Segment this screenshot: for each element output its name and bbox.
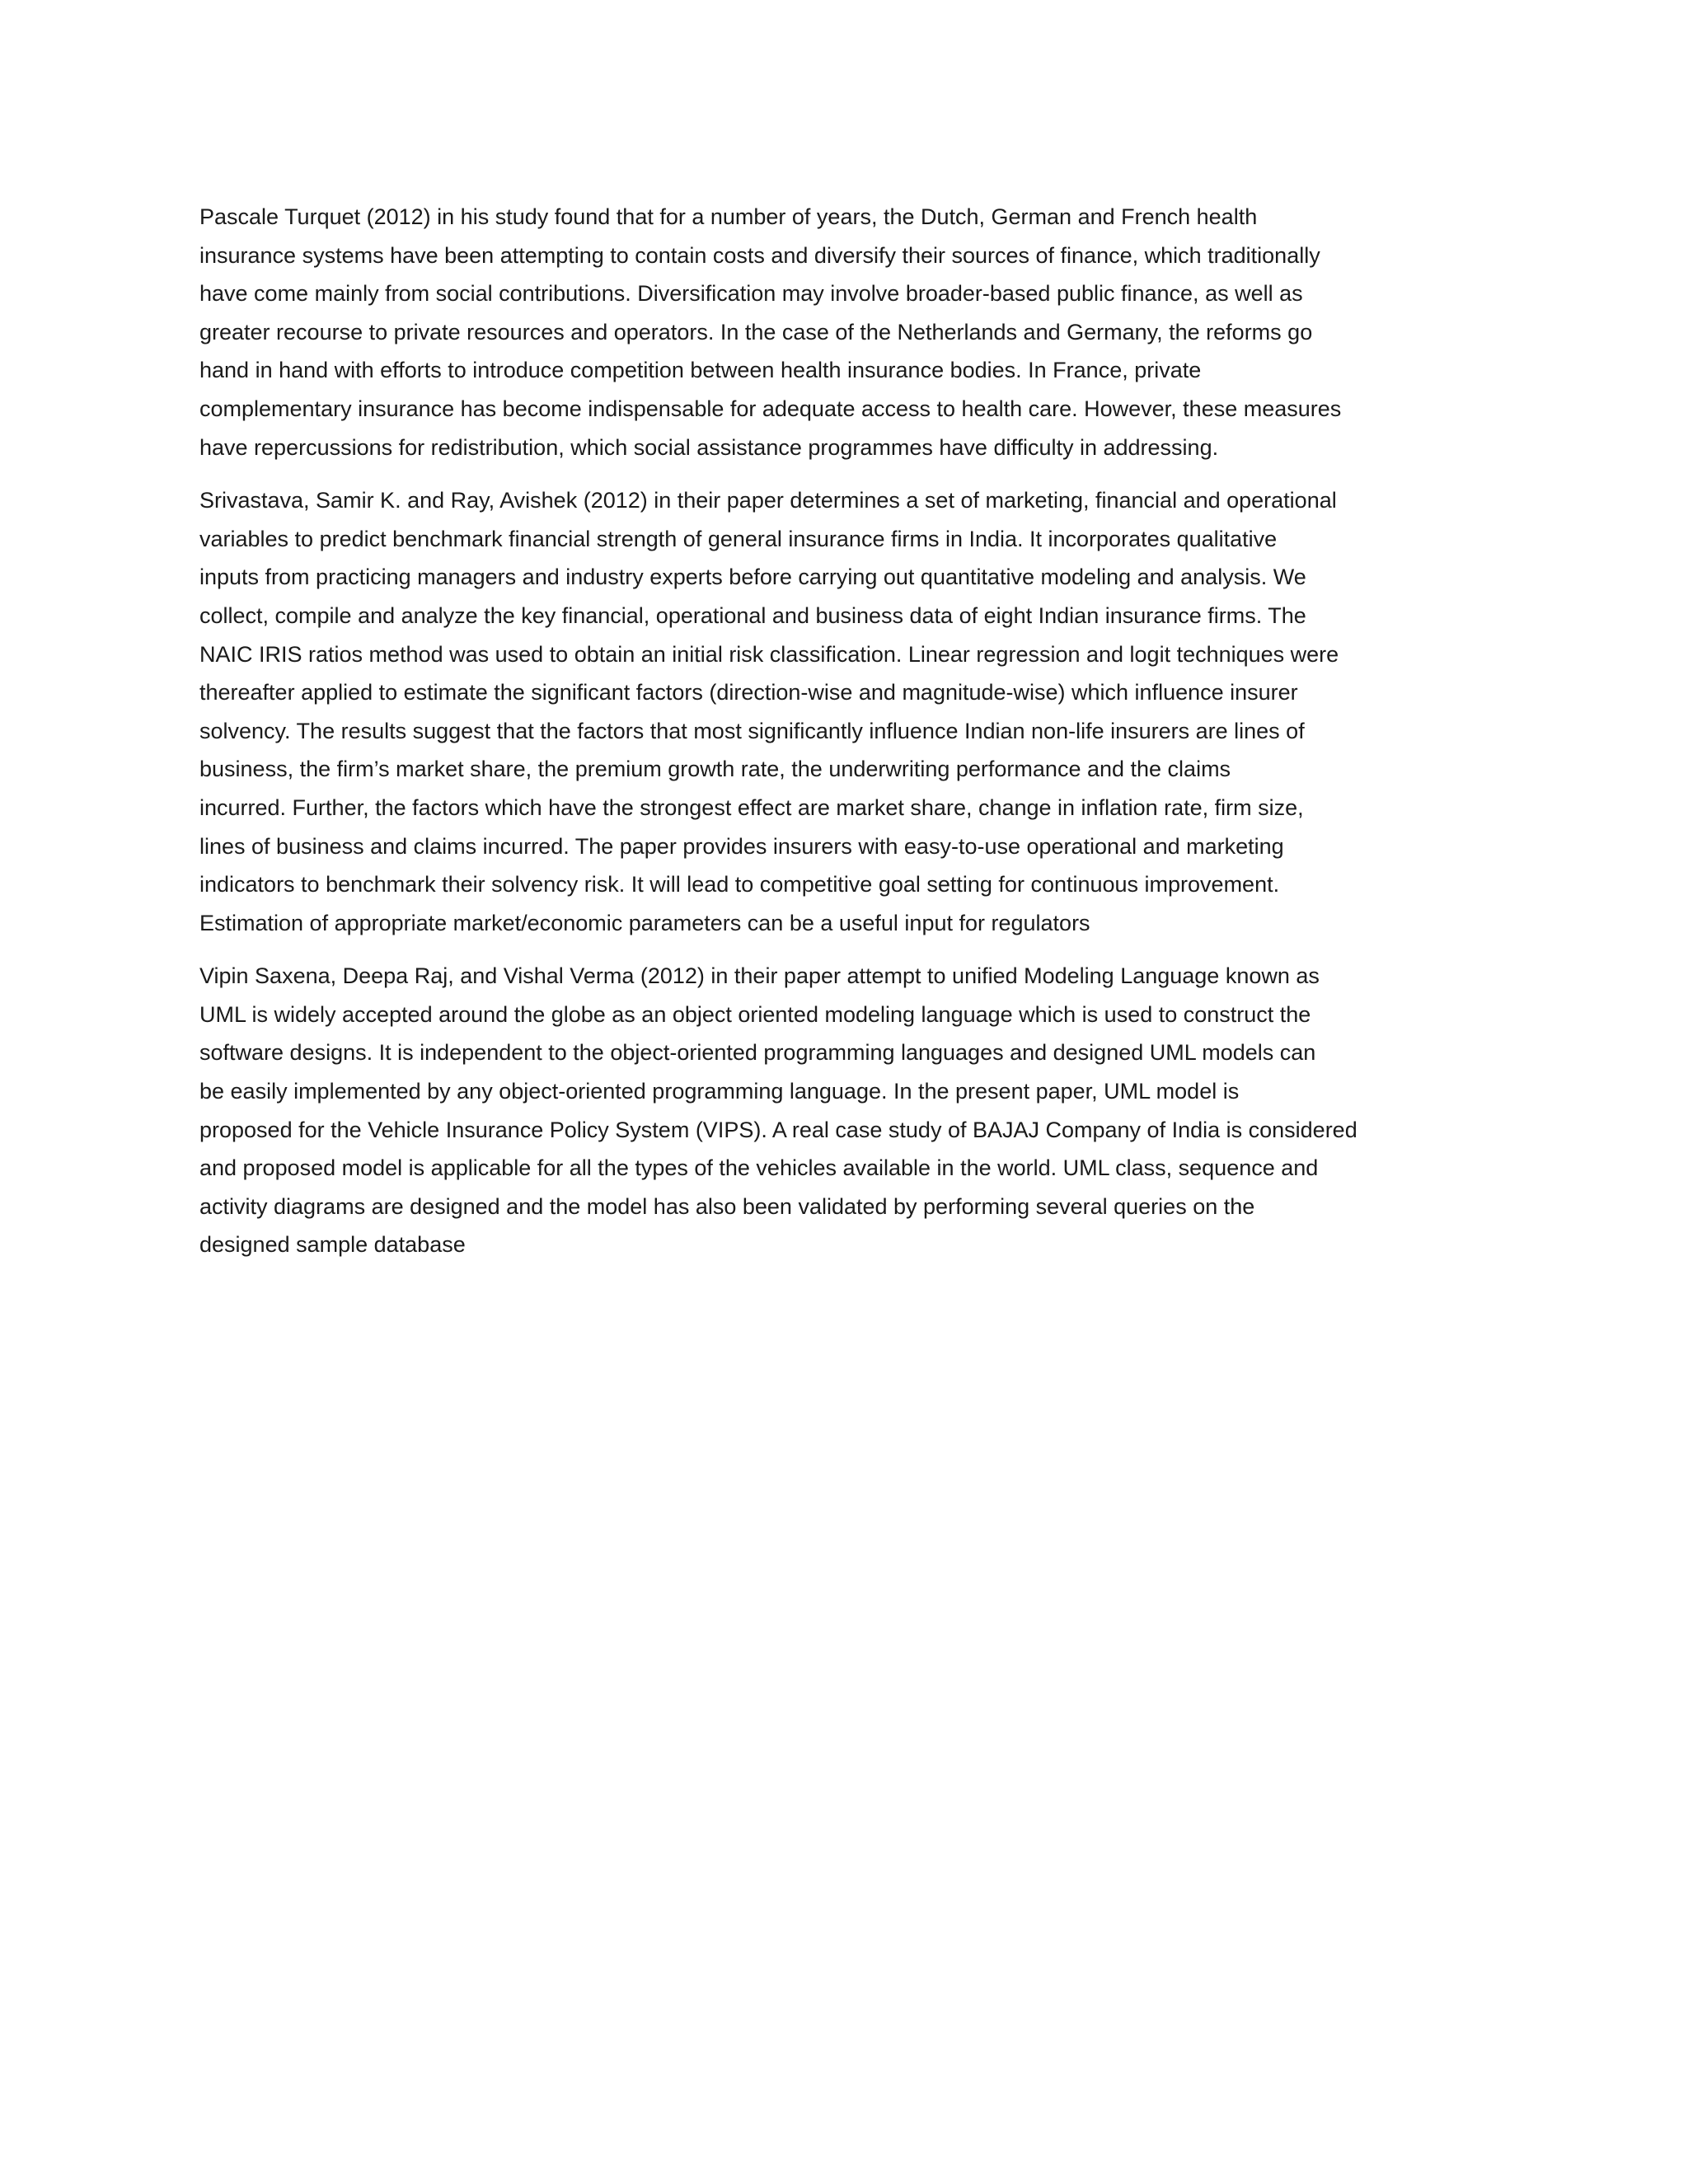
text-line: activity diagrams are designed and the model has also been validated by performing several queries on the (199, 1193, 1255, 1219)
text-line: indicators to benchmark their solvency risk. It will lead to competitive goal setting for continuous improvement. (199, 872, 1280, 898)
text-line: have repercussions for redistribution, which social assistance programmes have difficulty in addressing. (199, 434, 1219, 460)
text-line: Estimation of appropriate market/economic parameters can be a useful input for regulators (199, 910, 1090, 935)
text-line: software designs. It is independent to the object-oriented programming languages and designed UML models can (199, 1040, 1316, 1066)
paragraph-turquet (199, 198, 1503, 466)
paragraph-saxena (199, 957, 1503, 1264)
text-line: designed sample database (199, 1232, 466, 1258)
text-line: incurred. Further, the factors which have the strongest effect are market share, change in inflation rate, firm size, (199, 794, 1304, 820)
text-line: inputs from practicing managers and industry experts before carrying out quantitative modeling and analysis. We (199, 565, 1306, 590)
text-line: solvency. The results suggest that the factors that most significantly influence Indian non-life insurers are lines of (199, 718, 1305, 743)
text-line: greater recourse to private resources and operators. In the case of the Netherlands and Germany, the reforms go (199, 319, 1313, 344)
text-line: Srivastava, Samir K. and Ray, Avishek (2012) in their paper determines a set of marketing, financial and operational (199, 488, 1337, 513)
text-line: Pascale Turquet (2012) in his study found that for a number of years, the Dutch, German and French health (199, 204, 1258, 229)
text-body (199, 198, 1503, 1279)
text-line: lines of business and claims incurred. The paper provides insurers with easy-to-use operational and marketing (199, 833, 1284, 859)
text-line: UML is widely accepted around the globe as an object oriented modeling language which is used to construct the (199, 1001, 1311, 1027)
text-line: and proposed model is applicable for all the types of the vehicles available in the world. UML class, sequence and (199, 1155, 1319, 1181)
text-line: hand in hand with efforts to introduce competition between health insurance bodies. In France, private (199, 358, 1202, 383)
text-line: complementary insurance has become indispensable for adequate access to health care. However, these measures (199, 396, 1342, 421)
text-line: collect, compile and analyze the key financial, operational and business data of eight Indian insurance firms. The (199, 602, 1306, 628)
text-line: be easily implemented by any object-oriented programming language. In the present paper, UML model is (199, 1079, 1240, 1104)
text-line: have come mainly from social contributions. Diversification may involve broader-based public finance, as well as (199, 281, 1303, 307)
text-line: variables to predict benchmark financial strength of general insurance firms in India. It incorporates qualitative (199, 526, 1278, 551)
text-line: Vipin Saxena, Deepa Raj, and Vishal Verma (2012) in their paper attempt to unified Modeling Language known as (199, 963, 1320, 989)
text-line: insurance systems have been attempting to contain costs and diversify their sources of finance, which traditionally (199, 242, 1320, 268)
paragraph-srivastava (199, 481, 1503, 942)
text-line: business, the firm’s market share, the premium growth rate, the underwriting performance and the claims (199, 757, 1231, 782)
text-line: proposed for the Vehicle Insurance Policy System (VIPS). A real case study of BAJAJ Company of India is considered (199, 1117, 1357, 1142)
text-line: thereafter applied to estimate the significant factors (direction-wise and magnitude-wise) which influence insurer (199, 680, 1298, 705)
text-line: NAIC IRIS ratios method was used to obtain an initial risk classification. Linear regression and logit techniques were (199, 641, 1339, 667)
